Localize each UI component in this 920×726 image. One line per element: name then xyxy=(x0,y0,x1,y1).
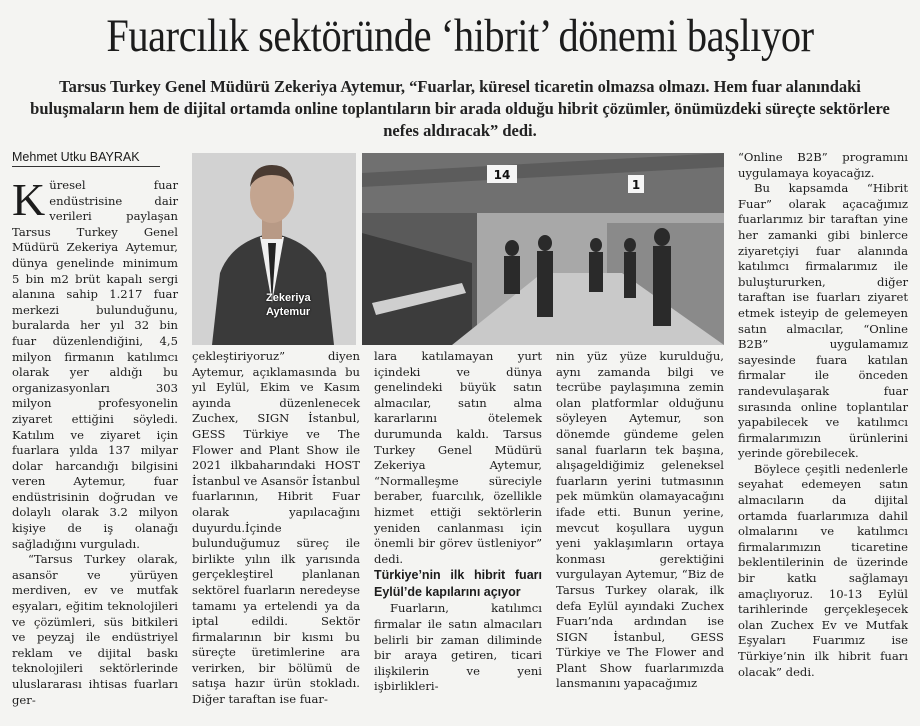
portrait-photo xyxy=(192,153,356,345)
hall-sign-14: 14 xyxy=(493,168,511,182)
fair-hall-illustration xyxy=(362,153,724,345)
photo-caption: Zekeriya Aytemur xyxy=(266,292,311,318)
article-column-3 xyxy=(374,349,542,725)
article-column-5 xyxy=(738,150,908,725)
article-column-1 xyxy=(12,174,178,723)
fair-hall-photo xyxy=(362,153,724,345)
column-1-paragraph-2: “Tarsus Turkey olarak, asansör ve yürüyen merdiven, ev ve mutfak eşyaları, eğitim teknolojileri ve çözümleri, süs bitkileri ve peyzaj ile endüstriyel reklam ve dijital baskı teknolojileri sektörlerinde uluslararası ihtisas fuarları ger- xyxy=(12,552,178,707)
drop-cap: K xyxy=(12,174,46,225)
headline: Fuarcılık sektöründe ‘hibrit’ dönemi başlıyor xyxy=(106,10,814,62)
column-2-paragraph-1: çekleştiriyoruz” diyen Aytemur, açıklamasında bu yıl Eylül, Ekim ve Kasım ayında düzenlenecek Zuchex, SIGN İstanbul, GESS Türkiye ve The Flower and Plant Show ile 2021 ilkbaharındaki HOST İstanbul ve Asansör İstanbul fuarlarının, Hibrit Fuar olarak yapılacağını duyurdu.İçinde bulunduğumuz süreç ile birlikte yılın ilk yarısında gerçekleştirel planlanan sektörel fuarların neredeyse tamamı ya ertelendi ya da iptal edildi. Sektör firmalarının bir kısmı bu süreçte üretimlerine ara verirken, bir bölümü de satışa hazır ürün stokladı. Diğer taraftan ise fuar- xyxy=(192,349,360,707)
lead-paragraph: Tarsus Turkey Genel Müdürü Zekeriya Aytemur, “Fuarlar, küresel ticaretin olmazsa olmazı. Hem fuar alanındaki buluşmaların hem de dijital ortamda online toplantıların bir arada olduğu hibrit çözümler, önümüzdeki süreçte sektörlere nefes aldıracak” dedi. xyxy=(30,77,890,140)
subheading: Türkiye’nin ilk hibrit fuarı Eylül’de kapılarını açıyor xyxy=(374,568,542,600)
column-4-paragraph-1: nin yüz yüze kurulduğu, aynı zamanda bilgi ve tecrübe paylaşımına zemin olan platformlar olduğunu söyleyen Aytemur, son dönemde gündeme gelen sanal fuarların tek başına, alışageldiğimiz geleneksel fuarların yerini tutmasının pek mümkün olamayacağını ifade etti. Bunun yerine, mevcut koşullara uygun yeni yaklaşımların ortaya konması gerektiğini vurgulayan Aytemur, “Biz de Tarsus Turkey olarak, ilk defa Eylül ayındaki Zuchex Fuarı’nda ardından ise SIGN İstanbul, GESS Türkiye ve The Flower and Plant Show fuarlarımızda lansmanını yapacağımız xyxy=(556,349,724,691)
hall-sign-1: 1 xyxy=(631,178,641,192)
article-column-4 xyxy=(556,349,724,725)
byline: Mehmet Utku BAYRAK xyxy=(12,150,160,167)
column-3-paragraph-1: lara katılamayan yurt içindeki ve dünya genelindeki büyük satın almacılar, satın alma kararlarını ötelemek durumunda kaldı. Tarsus Turkey Genel Müdürü Zekeriya Aytemur, “Normalleşme süreciyle beraber, fuarcılık, özellikle hizmet ettiği sektörlerin yeniden canlanması için önemli bir görev üstleniyor” dedi. xyxy=(374,349,542,566)
column-5-paragraph-2: Bu kapsamda “Hibrit Fuar” olarak açacağımız fuarlarımız bir taraftan yine her zamanki gibi binlerce ziyaretçiyi fuar alanında katılımcı firmalarımız ile buluştururken, diğer taraftan ise fuarları ziyaret etmek isteyip de gelemeyen satın almacılar, “Online B2B” uygulamamız sayesinde fuara katılan firmalar ile önceden randevulaşarak fuar sırasında online toplantılar yapabilecek ve katılımcı firmalarımızın ürünlerini yerinde görebilecek. xyxy=(738,181,908,461)
column-5-paragraph-3: Böylece çeşitli nedenlerle seyahat edemeyen satın almacıların da dijital ortamda fuarlarımıza dahil olmalarını ve katılımcı firmalarımızın ticaretine beklentilerinin de üzerinde bir katkı sağlamayı amaçlıyoruz. 10-13 Eylül tarihlerinde gerçekleşecek olan Zuchex Ev ve Mutfak Eşyaları Fuarımız ise Türkiye’nin ilk hibrit fuarı olacak” dedi. xyxy=(738,461,908,679)
column-3-paragraph-2: Fuarların, katılımcı firmalar ile satın almacıları belirli bir zaman diliminde bir araya getiren, ticari ilişkilerin ve yeni işbirlikleri- xyxy=(374,601,542,694)
article-column-2 xyxy=(192,349,360,725)
column-5-paragraph-1: “Online B2B” programını uygulamaya koyacağız. xyxy=(738,150,908,180)
column-1-paragraph-1: üresel fuar endüstrisine dair verileri paylaşan Tarsus Turkey Genel Müdürü Zekeriya Aytemur, dünya genelinde minimum 5 bin m2 brüt kapalı sergi alanına sahip 1.217 fuar merkezi bulunduğunu, buralarda her yıl 32 bin fuar düzenlendiğini, 4,5 milyon firmanın katılımcı olarak yer aldığı bu organizasyonları 303 milyon profesyonelin ziyaret ettiğini söyledi. Katılım ve ziyaret için fuarlara yılda 137 milyar dolar harcandığı bilgisini veren Aytemur, fuar endüstrisinin doğrudan ve dolaylı olarak 3.2 milyon kişiye de iş olanağı sağladığını vurguladı. xyxy=(12,178,178,551)
